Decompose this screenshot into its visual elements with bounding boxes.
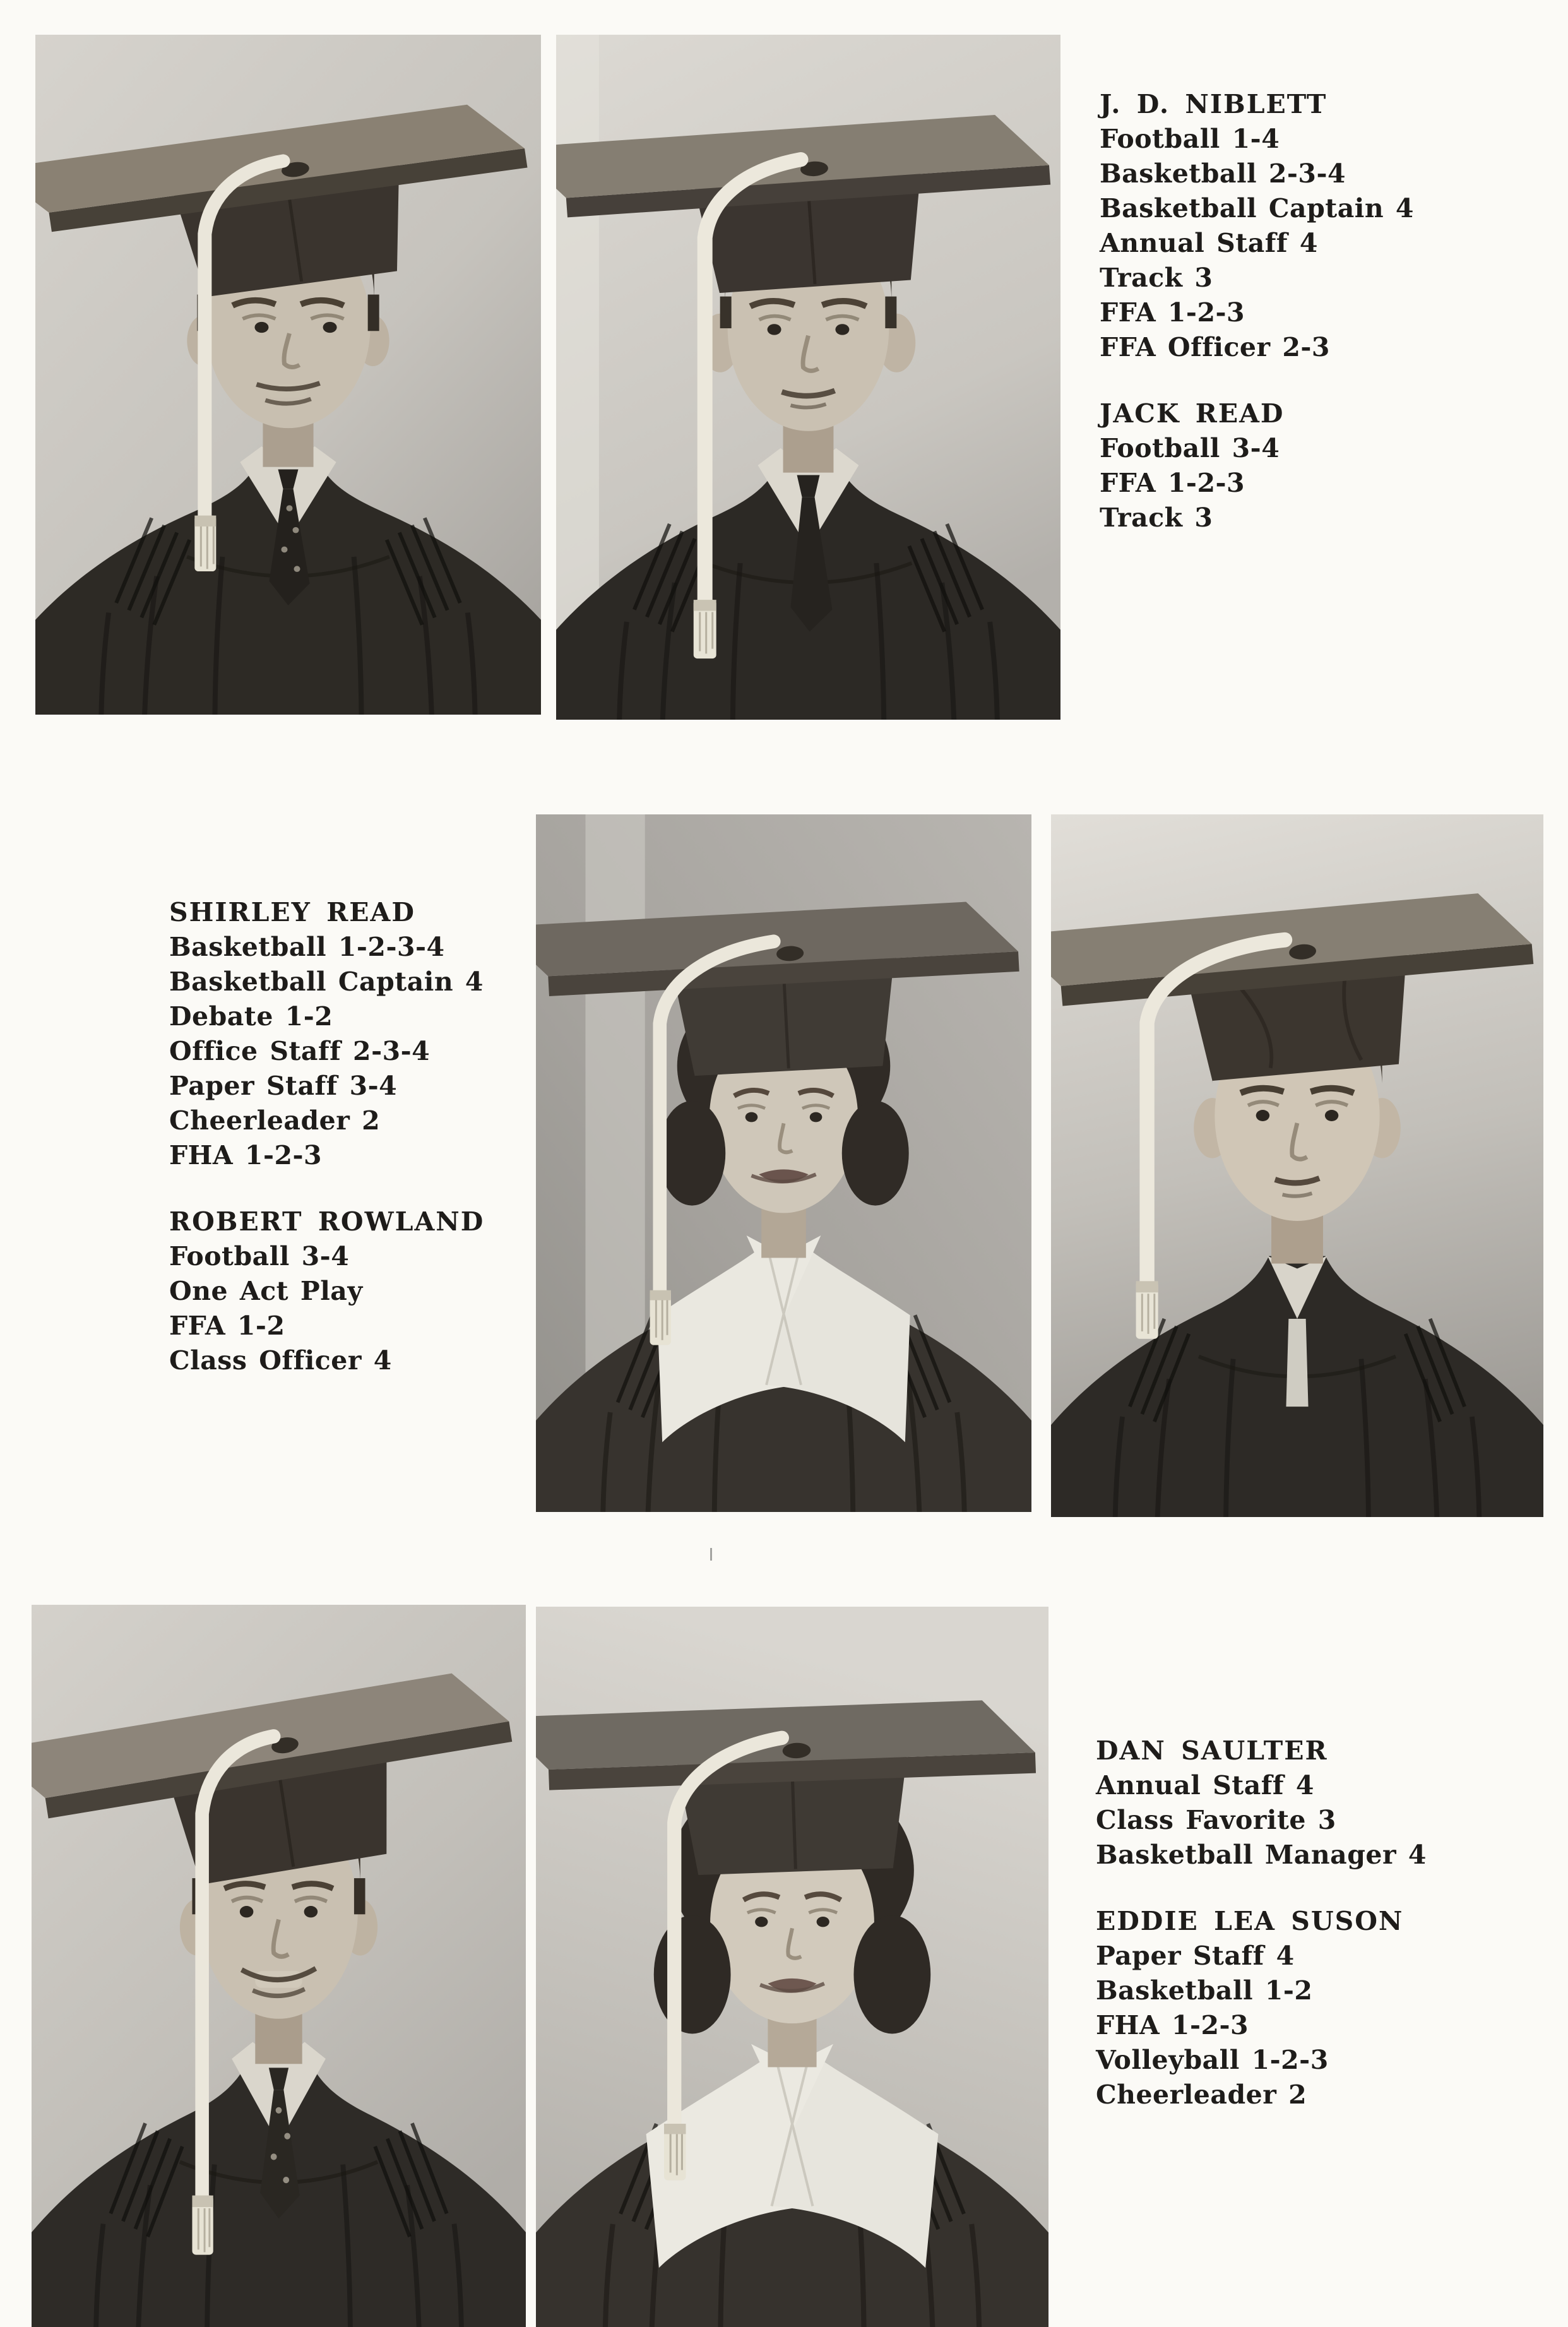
portrait-photo-jack-read [556,35,1060,720]
activity-line: Basketball Captain 4 [169,967,484,997]
activity-line: FFA 1-2 [169,1311,285,1341]
portrait-photo-robert-rowland [1051,814,1543,1517]
bio-group [1100,396,1414,535]
activity-line: FHA 1-2-3 [1096,2010,1249,2040]
activity-line: Class Favorite 3 [1096,1805,1336,1835]
activity-line: Paper Staff 3-4 [169,1071,398,1101]
activity-line: Cheerleader 2 [169,1105,381,1136]
portrait-photo-eddie-lea-suson [536,1607,1048,2327]
bio-column-middle [169,895,484,1378]
student-name: EDDIE LEA SUSON [1096,1906,1404,1936]
activity-line: Basketball 1-2-3-4 [169,932,445,962]
activity-line: FHA 1-2-3 [169,1140,323,1170]
bio-column-bottom [1096,1734,1427,2112]
activity-line: Annual Staff 4 [1100,228,1318,258]
student-name: ROBERT ROWLAND [169,1206,485,1237]
bio-group [1096,1904,1427,2112]
activity-line: Football 3-4 [1100,433,1280,463]
portrait-photo-jd-niblett [35,35,541,715]
activity-line: Basketball Manager 4 [1096,1840,1427,1870]
activity-line: Basketball 1-2 [1096,1975,1313,2006]
student-name: J. D. NIBLETT [1100,89,1327,119]
bio-column-top [1100,87,1414,535]
student-name: SHIRLEY READ [169,897,415,927]
activity-line: Paper Staff 4 [1096,1941,1295,1971]
activity-line: Track 3 [1100,503,1213,533]
activity-line: Class Officer 4 [169,1345,392,1376]
activity-line: Annual Staff 4 [1096,1770,1314,1800]
activity-line: Football 1-4 [1100,124,1280,154]
activity-line: Basketball 2-3-4 [1100,158,1346,189]
scan-artifact-mark [710,1548,712,1561]
bio-group [169,1205,484,1378]
shirt-front [1286,1319,1308,1407]
activity-line: FFA Officer 2-3 [1100,332,1330,362]
activity-line: Cheerleader 2 [1096,2080,1307,2110]
bio-group [1100,87,1414,365]
portrait-photo-shirley-read [536,814,1031,1512]
activity-line: Track 3 [1100,263,1213,293]
student-name: JACK READ [1100,398,1285,429]
bio-group [1096,1734,1427,1872]
activity-line: Volleyball 1-2-3 [1096,2045,1329,2075]
bio-group [169,895,484,1173]
activity-line: Basketball Captain 4 [1100,193,1414,223]
activity-line: Office Staff 2-3-4 [169,1036,431,1066]
activity-line: FFA 1-2-3 [1100,297,1245,328]
activity-line: Debate 1-2 [169,1001,333,1032]
activity-line: One Act Play [169,1276,363,1306]
student-name: DAN SAULTER [1096,1735,1328,1766]
portrait-photo-dan-saulter [32,1605,526,2327]
activity-line: Football 3-4 [169,1241,350,1271]
activity-line: FFA 1-2-3 [1100,468,1245,498]
